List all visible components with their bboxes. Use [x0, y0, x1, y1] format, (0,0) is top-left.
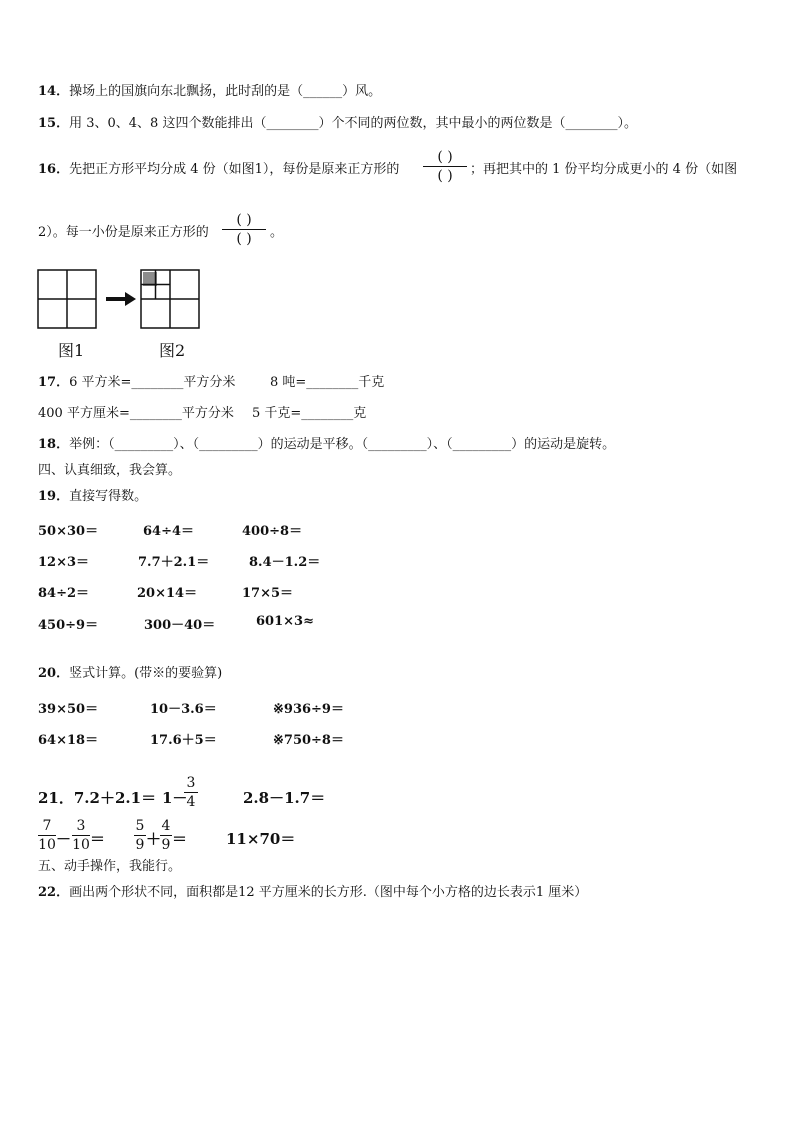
question-21-item-b-whole: 1－: [162, 789, 188, 807]
calc-item: 7.2＋2.1＝: [73, 789, 157, 807]
section-4-heading: 四、认真细致，我会算。: [38, 463, 182, 478]
fraction-bar: [38, 835, 56, 836]
fraction-numerator: 3: [186, 775, 196, 791]
question-text: ；再把其中的 1 份平均分成更小的 4 份（如图: [470, 162, 738, 177]
calc-item: 64÷4＝: [143, 524, 195, 539]
question-number: 17．: [38, 375, 70, 390]
calc-item: 17.6＋5＝: [150, 733, 217, 748]
question-21-item-a: [38, 787, 156, 808]
operator-plus: ＋: [146, 830, 162, 848]
square-division-figure: [36, 268, 206, 332]
calc-item: 400÷8＝: [242, 524, 303, 539]
fraction-denominator: 9: [135, 837, 145, 853]
fraction-four-ninths: [160, 818, 172, 853]
question-17-row-1: [38, 374, 235, 392]
question-text: 用 3、0、4、8 这四个数能排出（________）个不同的两位数，其中最小的两位数是（________）。: [69, 116, 637, 131]
question-text: 2）。每一小份是原来正方形的: [38, 225, 209, 240]
question-21-item-f: 11×70＝: [226, 830, 296, 848]
equals-sign: ＝: [172, 830, 188, 848]
fraction-numerator-blank: ( ): [236, 212, 252, 228]
question-number: 22．: [38, 885, 70, 900]
question-text: 操场上的国旗向东北飘扬，此时刮的是（______）风。: [69, 84, 382, 99]
fraction-bar: [222, 229, 266, 230]
calc-item: ※936÷9＝: [273, 702, 344, 717]
fraction-bar: [72, 835, 90, 836]
calc-item: 8.4－1.2＝: [249, 555, 321, 570]
question-text: 举例：（_________）、（_________）的运动是平移。（_________）、（_________）的运动是旋转。: [69, 437, 616, 452]
fraction-seven-tenths: [38, 818, 56, 853]
question-number: 18．: [38, 437, 70, 452]
fraction-bar: [184, 792, 198, 793]
calc-item: 450÷9＝: [38, 618, 99, 633]
calc-item: ※750÷8＝: [273, 733, 344, 748]
calc-item: 39×50＝: [38, 702, 99, 717]
question-18: [38, 436, 615, 454]
operator-minus: －: [56, 830, 72, 848]
question-20-title: [38, 665, 222, 683]
question-15: [38, 115, 637, 133]
question-14: [38, 83, 381, 101]
fraction-denominator-blank: ( ): [236, 231, 252, 247]
question-text: 画出两个形状不同，面积都是12 平方厘米的长方形.（图中每个小方格的边长表示1 厘米）: [69, 885, 588, 900]
calc-item: 12×3＝: [38, 555, 90, 570]
calc-item: 84÷2＝: [38, 586, 90, 601]
question-number: 14．: [38, 84, 70, 99]
figure-2-square: [141, 270, 199, 328]
question-16-line-1-end: [470, 161, 737, 179]
question-16-line-2: [38, 224, 209, 242]
question-number: 15．: [38, 116, 70, 131]
figure-2-caption: 图2: [159, 341, 186, 360]
fraction-denominator: 10: [72, 837, 90, 853]
answer-fraction-blank-1: [423, 149, 467, 184]
question-16-line-2-end: [270, 224, 283, 242]
calc-item: 64×18＝: [38, 733, 99, 748]
fraction-numerator: 3: [76, 818, 86, 834]
calc-item: 50×30＝: [38, 524, 99, 539]
calc-item: 300－40＝: [144, 618, 216, 633]
conversion-item: 6 平方米=________平方分米: [69, 375, 236, 390]
question-17-item-d: 5 千克=________克: [252, 406, 367, 421]
question-22: [38, 884, 587, 902]
question-number: 16．: [38, 162, 70, 177]
calc-item: 601×3≈: [256, 614, 314, 629]
question-text: 竖式计算。(带※的要验算): [69, 666, 223, 681]
fraction-bar: [160, 835, 172, 836]
calc-item: 20×14＝: [137, 586, 198, 601]
question-17-item-b: 8 吨=________千克: [270, 375, 385, 390]
fraction-numerator: 4: [161, 818, 171, 834]
fraction-three-tenths: [72, 818, 90, 853]
calc-item: 10－3.6＝: [150, 702, 217, 717]
fraction-numerator-blank: ( ): [437, 149, 453, 165]
question-number: 19．: [38, 489, 70, 504]
question-17-item-c: 400 平方厘米=________平方分米: [38, 406, 234, 421]
equals-sign: ＝: [90, 830, 106, 848]
fraction-denominator: 9: [161, 837, 171, 853]
fraction-five-ninths: [134, 818, 146, 853]
figure-1-square: [38, 270, 96, 328]
fraction-denominator: 10: [38, 837, 56, 853]
calc-item: 17×5＝: [242, 586, 294, 601]
fraction-bar: [423, 166, 467, 167]
fraction-denominator-blank: ( ): [437, 168, 453, 184]
question-text: 。: [270, 225, 284, 240]
question-text: 先把正方形平均分成 4 份（如图1），每份是原来正方形的: [69, 162, 400, 177]
question-21-item-c: 2.8－1.7＝: [243, 789, 326, 807]
fraction-three-quarters: [184, 775, 198, 810]
question-number: 20．: [38, 666, 70, 681]
fraction-numerator: 7: [42, 818, 52, 834]
fraction-numerator: 5: [135, 818, 145, 834]
section-5-heading: 五、动手操作，我能行。: [38, 859, 182, 874]
question-16-line-1: [38, 161, 399, 179]
question-19-title: [38, 488, 147, 506]
question-text: 直接写得数。: [69, 489, 148, 504]
figure-1-caption: 图1: [58, 341, 85, 360]
calc-item: 7.7＋2.1＝: [138, 555, 210, 570]
fraction-bar: [134, 835, 146, 836]
fraction-denominator: 4: [186, 794, 196, 810]
arrow-icon: [106, 292, 136, 306]
answer-fraction-blank-2: [222, 212, 266, 247]
question-number: 21．: [38, 789, 74, 807]
